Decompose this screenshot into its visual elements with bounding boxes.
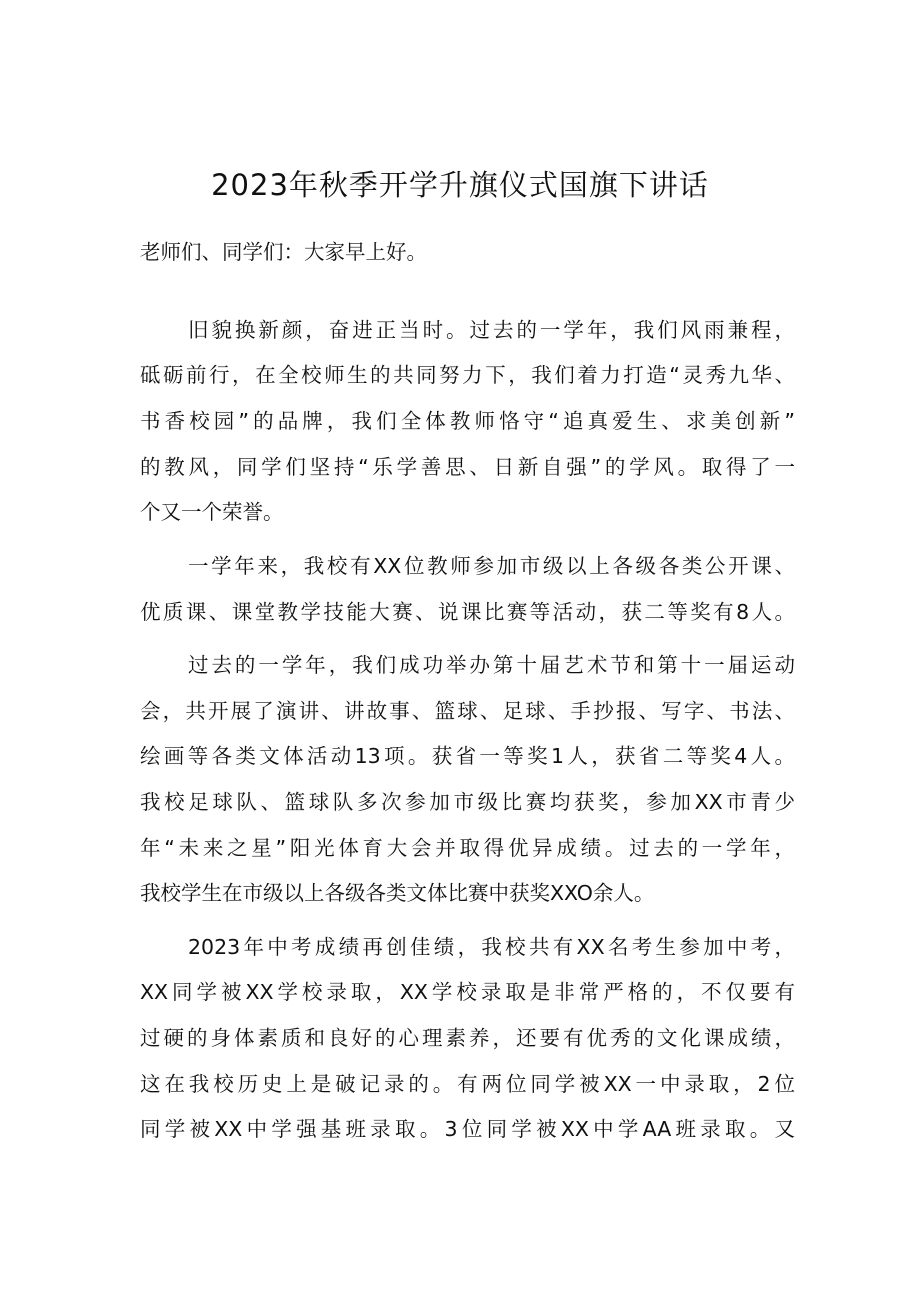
document-title: 2023年秋季开学升旗仪式国旗下讲话 bbox=[211, 168, 709, 202]
paragraph-line: 砥砺前行，在全校师生的共同努力下，我们着力打造“灵秀九华、 bbox=[140, 363, 795, 387]
paragraph-line: 年“未来之星”阳光体育大会并取得优异成绩。过去的一学年， bbox=[140, 836, 795, 860]
paragraph-line: 过去的一学年，我们成功举办第十届艺术节和第十一届运动 bbox=[188, 653, 795, 677]
paragraph-line: 同学被XX中学强基班录取。3位同学被XX中学AA班录取。又 bbox=[140, 1117, 795, 1141]
paragraph-line: 的教风，同学们坚持“乐学善思、日新自强”的学风。取得了一 bbox=[140, 455, 795, 479]
paragraph-line: 优质课、课堂教学技能大赛、说课比赛等活动，获二等奖有8人。 bbox=[140, 600, 795, 624]
paragraph-line: XX同学被XX学校录取，XX学校录取是非常严格的，不仅要有 bbox=[140, 980, 795, 1004]
paragraph-line: 这在我校历史上是破记录的。有两位同学被XX一中录取，2位 bbox=[140, 1072, 795, 1096]
paragraph-line: 我校足球队、篮球队多次参加市级比赛均获奖，参加XX市青少 bbox=[140, 790, 795, 814]
paragraph-line: 绘画等各类文体活动13项。获省一等奖1人，获省二等奖4人。 bbox=[140, 744, 795, 768]
paragraph-line: 书香校园”的品牌，我们全体教师恪守“追真爱生、求美创新” bbox=[140, 409, 795, 433]
paragraph-line: 一学年来，我校有XX位教师参加市级以上各级各类公开课、 bbox=[188, 554, 795, 578]
paragraph-line: 2023年中考成绩再创佳绩，我校共有XX名考生参加中考， bbox=[188, 935, 795, 959]
paragraph-line: 过硬的身体素质和良好的心理素养，还要有优秀的文化课成绩， bbox=[140, 1026, 795, 1050]
paragraph-line: 我校学生在市级以上各级各类文体比赛中获奖XXO余人。 bbox=[140, 881, 655, 905]
paragraph-line: 个又一个荣誉。 bbox=[140, 500, 284, 524]
paragraph-line: 会，共开展了演讲、讲故事、篮球、足球、手抄报、写字、书法、 bbox=[140, 699, 795, 723]
greeting-line: 老师们、同学们：大家早上好。 bbox=[140, 240, 427, 264]
paragraph-line: 旧貌换新颜，奋进正当时。过去的一学年，我们风雨兼程， bbox=[188, 318, 795, 342]
